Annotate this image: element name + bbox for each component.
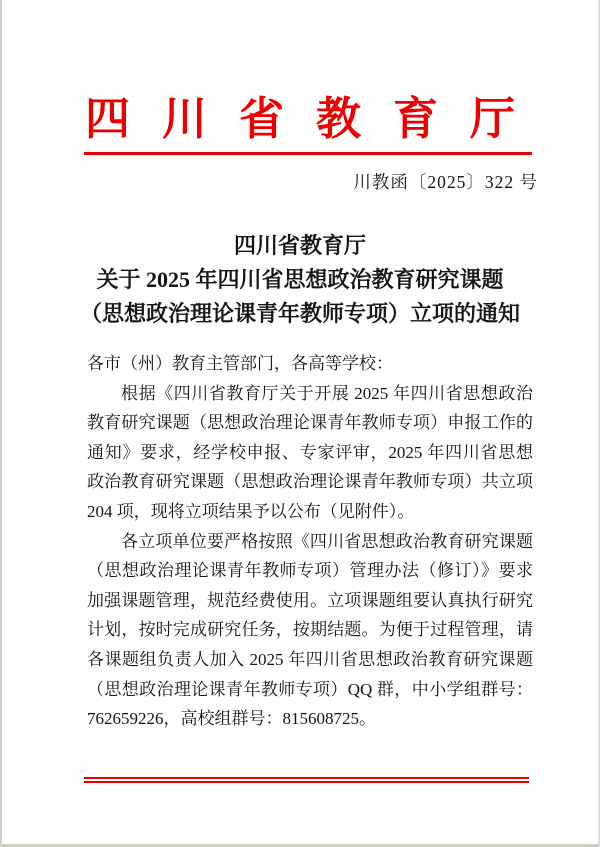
document-body (87, 349, 533, 734)
agency-letterhead: 四川省教育厅 (84, 94, 547, 144)
document-title-line2: 关于 2025 年四川省思想政治教育研究课题 (96, 267, 504, 292)
document-title (37, 229, 563, 331)
document-title-line3: （思想政治理论课青年教师专项）立项的通知 (79, 301, 520, 326)
document-title-line1: 四川省教育厅 (233, 233, 366, 258)
salutation: 各市（州）教育主管部门，各高等学校： (87, 354, 393, 373)
header-separator-line (84, 152, 532, 155)
footer-separator-line (84, 777, 529, 783)
body-paragraph: 根据《四川省教育厅关于开展 2025 年四川省思想政治教育研究课题（思想政治理论课青年教师专项）申报工作的通知》要求，经学校申报、专家评审，2025 年四川省思想政治教育研究课题（思想政治理论课青年教师专项）共立项 204 项，现将立项结果予以公布（见附件）。 (87, 383, 533, 521)
body-paragraph: 各立项单位要严格按照《四川省思想政治教育研究课题（思想政治理论课青年教师专项）管理办法（修订）》要求加强课题管理，规范经费使用。立项课题组要认真执行研究计划，按时完成研究任务，按期结题。为便于过程管理，请各课题组负责人加入 2025 年四川省思想政治教育研究课题（思想政治理论课青年教师专项）QQ 群，中小学组群号：762659226，高校组群号：815608725。 (87, 531, 533, 729)
document-number: 川教函〔2025〕322 号 (353, 172, 538, 192)
